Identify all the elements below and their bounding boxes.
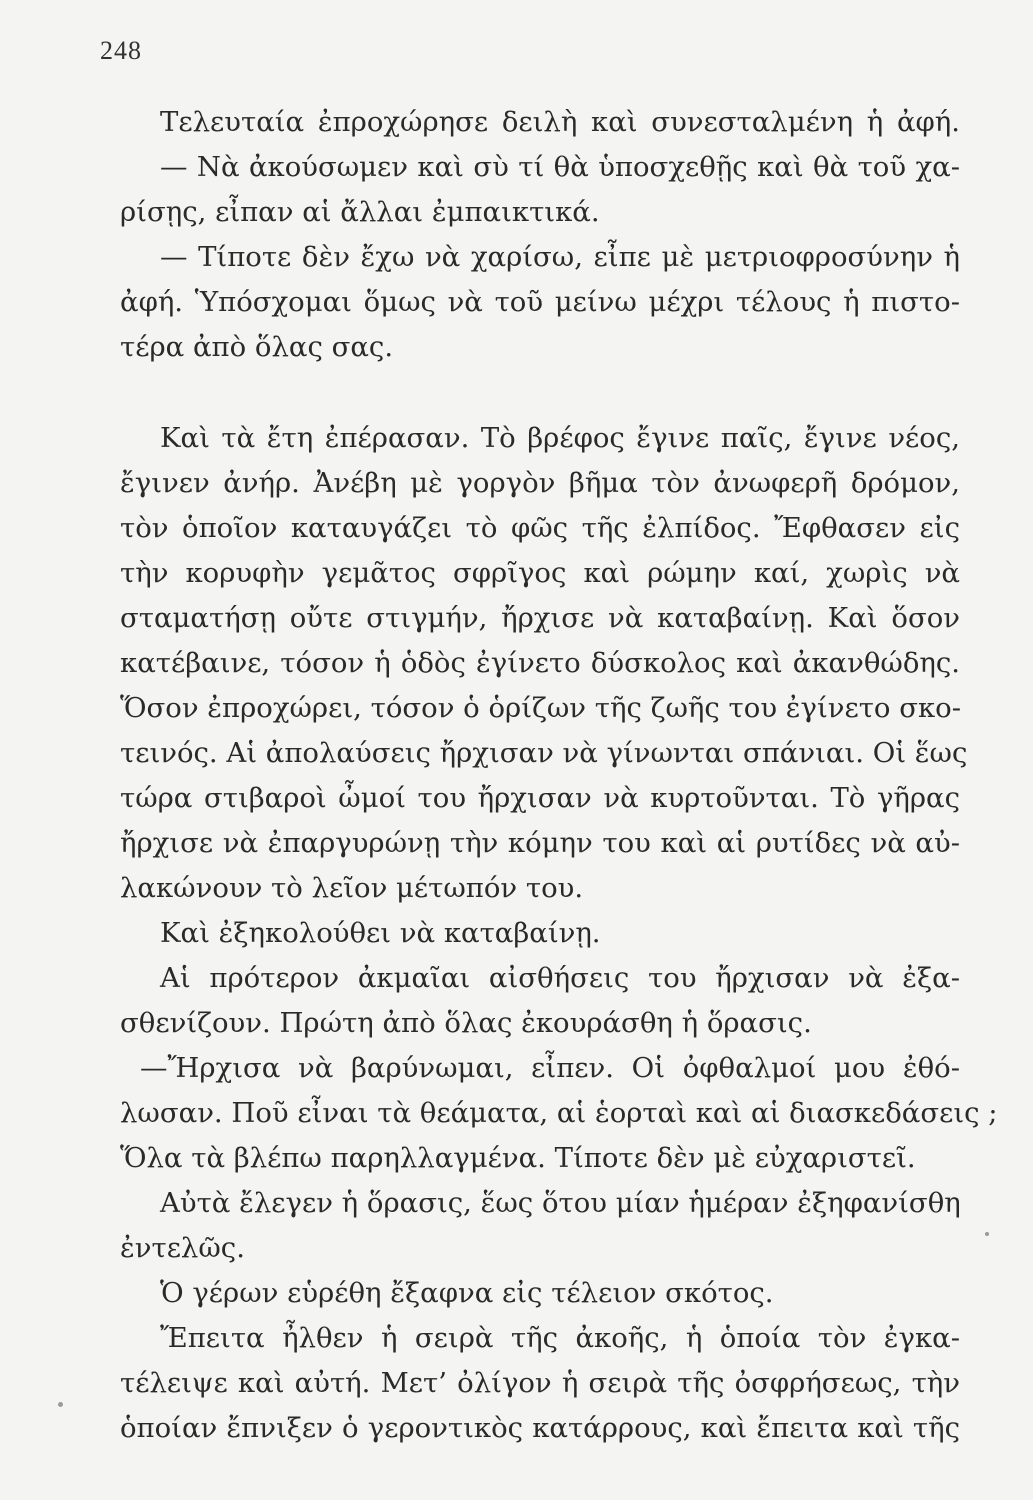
text-line: Τελευταία ἐπροχώρησε δειλὴ καὶ συνεσταλμένη ἡ ἀφή. <box>160 106 960 138</box>
text-line: ὁποίαν ἔπνιξεν ὁ γεροντικὸς κατάρρους, καὶ ἔπειτα καὶ τῆς <box>120 1412 960 1444</box>
text-line: — Νὰ ἀκούσωμεν καὶ σὺ τί θὰ ὑποσχεθῇς καὶ θὰ τοῦ χα- <box>160 151 960 183</box>
text-line: ρίσῃς, εἶπαν αἱ ἄλλαι ἐμπαικτικά. <box>120 196 600 228</box>
body-text <box>120 100 998 1451</box>
text-line: σταματήσῃ οὔτε στιγμήν, ἤρχισε νὰ καταβαίνῃ. Καὶ ὅσον <box>120 602 960 634</box>
text-line: Ὅσον ἐπροχώρει, τόσον ὁ ὁρίζων τῆς ζωῆς του ἐγίνετο σκο- <box>120 692 962 724</box>
text-line: ἤρχισε νὰ ἐπαργυρώνῃ τὴν κόμην του καὶ αἱ ρυτίδες νὰ αὐ- <box>120 827 960 859</box>
text-line: σθενίζουν. Πρώτη ἀπὸ ὅλας ἐκουράσθη ἡ ὅρασις. <box>120 1007 812 1039</box>
text-line: λακώνουν τὸ λεῖον μέτωπόν του. <box>120 872 584 904</box>
text-line: Καὶ ἐξηκολούθει νὰ καταβαίνῃ. <box>160 917 601 949</box>
text-line: τὴν κορυφὴν γεμᾶτος σφρῖγος καὶ ρώμην καί, χωρὶς νὰ <box>120 557 960 589</box>
text-line: Ὅλα τὰ βλέπω παρηλλαγμένα. Τίποτε δὲν μὲ εὐχαριστεῖ. <box>120 1142 916 1174</box>
text-line: Αὐτὰ ἔλεγεν ἡ ὅρασις, ἕως ὅτου μίαν ἡμέραν ἐξηφανίσθη <box>160 1187 961 1219</box>
paragraph-gap <box>160 370 960 416</box>
text-line: ἐντελῶς. <box>120 1232 245 1264</box>
scan-speck <box>58 1402 63 1407</box>
text-line: Ἔπειτα ἦλθεν ἡ σειρὰ τῆς ἀκοῆς, ἡ ὁποία τὸν ἐγκα- <box>160 1322 960 1354</box>
text-line: — Τίποτε δὲν ἔχω νὰ χαρίσω, εἶπε μὲ μετριοφροσύνην ἡ <box>160 241 960 273</box>
text-line: Ὁ γέρων εὑρέθη ἔξαφνα εἰς τέλειον σκότος. <box>160 1277 774 1309</box>
text-line: τεινός. Αἱ ἀπολαύσεις ἤρχισαν νὰ γίνωνται σπάνιαι. Οἱ ἕως <box>120 737 968 769</box>
text-line: τέρα ἀπὸ ὅλας σας. <box>120 331 394 363</box>
text-line: τὸν ὁποῖον καταυγάζει τὸ φῶς τῆς ἐλπίδος. Ἔφθασεν εἰς <box>120 512 960 544</box>
text-line: —Ἤρχισα νὰ βαρύνωμαι, εἶπεν. Οἱ ὀφθαλμοί μου ἐθό- <box>140 1052 960 1084</box>
text-line: Καὶ τὰ ἔτη ἐπέρασαν. Τὸ βρέφος ἔγινε παῖς, ἔγινε νέος, <box>160 422 960 454</box>
text-line: ἔγινεν ἀνήρ. Ἀνέβη μὲ γοργὸν βῆμα τὸν ἀνωφερῆ δρόμον, <box>120 467 960 499</box>
scan-speck <box>985 1232 989 1236</box>
text-line: τέλειψε καὶ αὐτή. Μετ’ ὀλίγον ἡ σειρὰ τῆς ὀσφρήσεως, τὴν <box>120 1367 960 1399</box>
text-line: ἀφή. Ὑπόσχομαι ὅμως νὰ τοῦ μείνω μέχρι τέλους ἡ πιστο- <box>120 286 960 318</box>
page-number: 248 <box>100 36 142 65</box>
text-line: λωσαν. Ποῦ εἶναι τὰ θεάματα, αἱ ἑορταὶ καὶ αἱ διασκεδάσεις ; <box>120 1097 998 1129</box>
text-line: Αἱ πρότερον ἀκμαῖαι αἰσθήσεις του ἤρχισαν νὰ ἐξα- <box>160 962 960 994</box>
text-line: κατέβαινε, τόσον ἡ ὁδὸς ἐγίνετο δύσκολος καὶ ἀκανθώδης. <box>120 647 960 679</box>
text-line: τώρα στιβαροὶ ὦμοί του ἤρχισαν νὰ κυρτοῦνται. Τὸ γῆρας <box>120 782 960 814</box>
